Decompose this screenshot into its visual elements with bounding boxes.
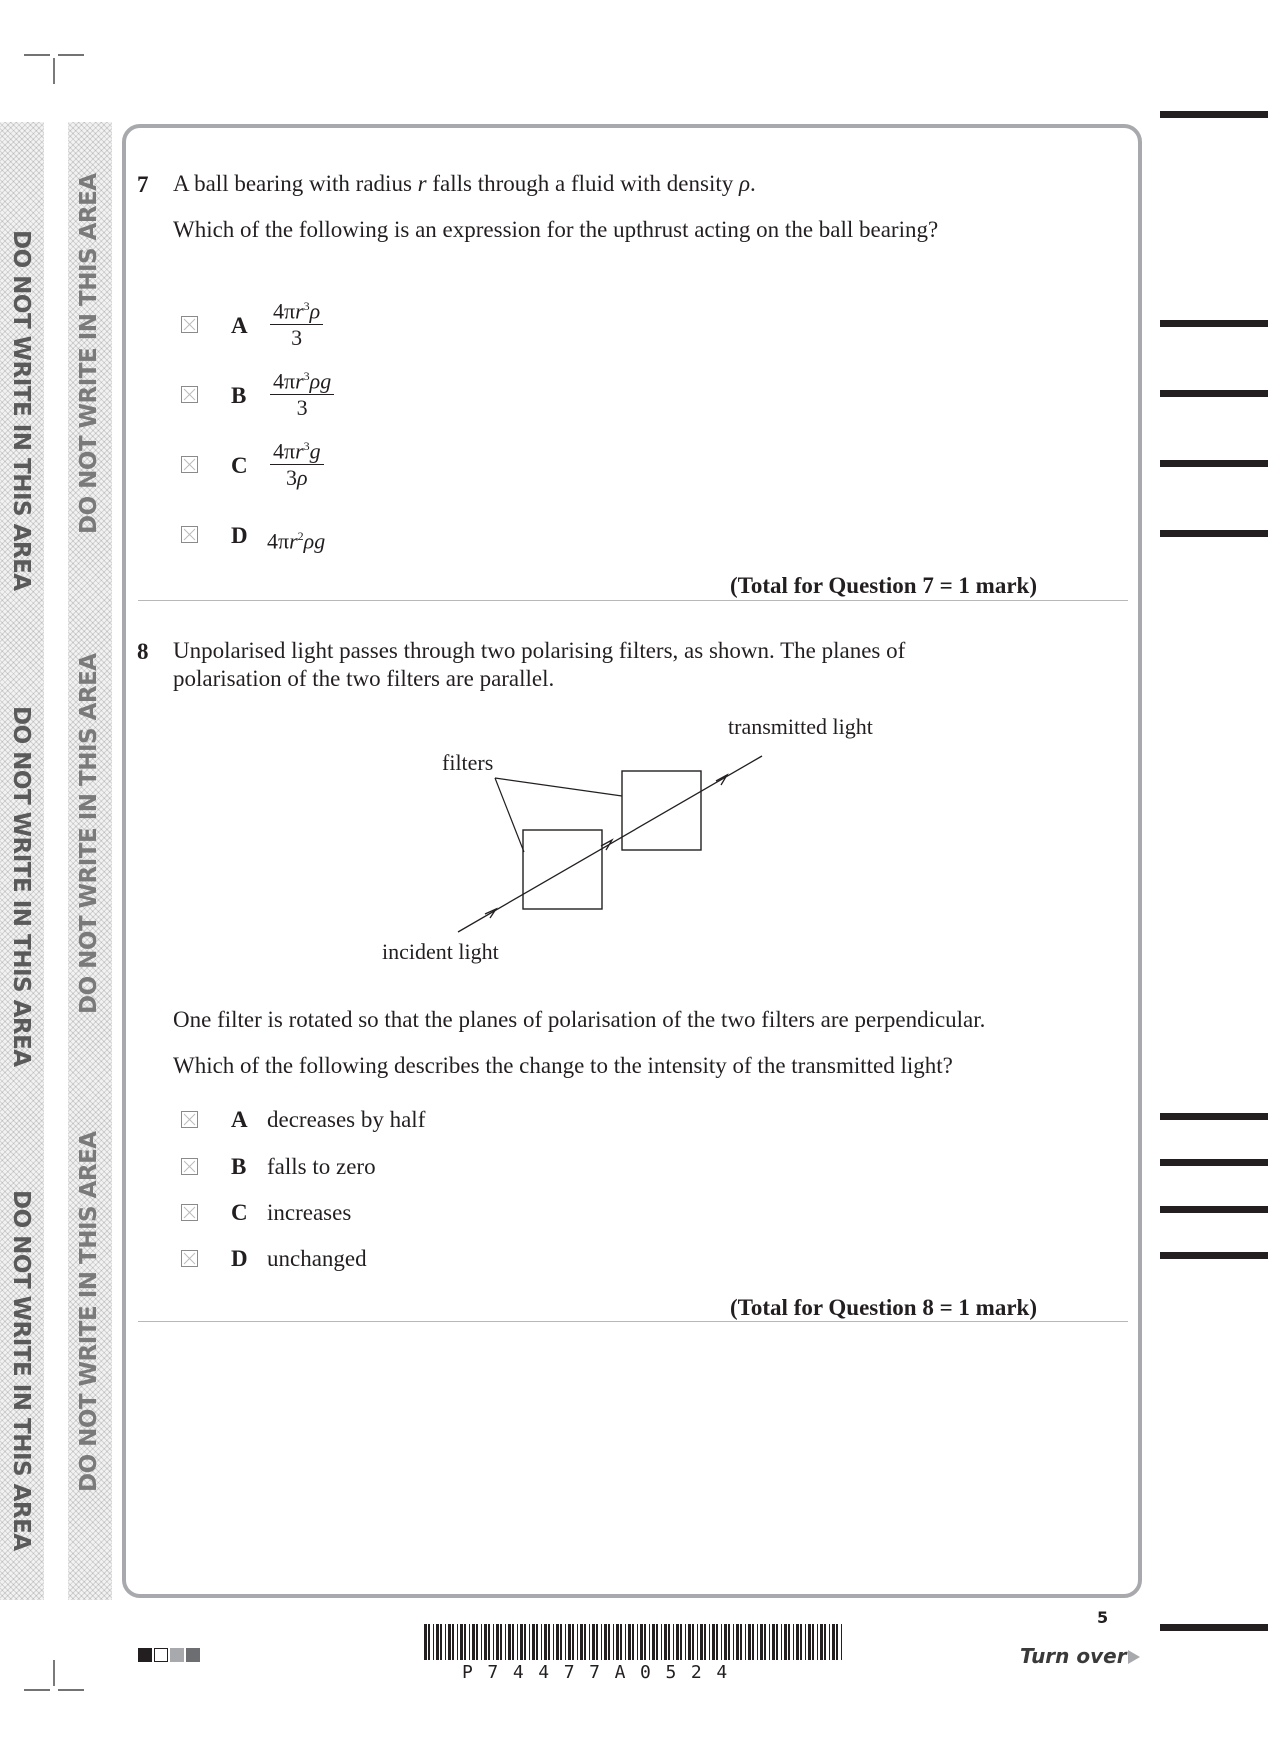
barcode-bar (704, 1624, 706, 1660)
play-arrow-icon (1126, 1648, 1142, 1666)
question-stem: polarisation of the two filters are parallel. (173, 666, 555, 691)
filter-square (622, 771, 701, 850)
barcode-bar (836, 1624, 838, 1660)
answer-checkbox[interactable] (181, 316, 198, 333)
question-total: (Total for Question 8 = 1 mark) (730, 1295, 1037, 1320)
barcode-bar (601, 1624, 602, 1660)
option-letter: D (231, 1246, 248, 1271)
answer-checkbox[interactable] (181, 526, 198, 543)
option-letter: C (231, 1200, 248, 1225)
barcode-bar (596, 1624, 598, 1660)
barcode-bar (716, 1624, 718, 1660)
margin-mark (1160, 1206, 1268, 1213)
question-text: Which of the following describes the change to the intensity of the transmitted light? (173, 1053, 953, 1078)
barcode-bar (548, 1624, 550, 1660)
barcode-bar (445, 1624, 446, 1660)
barcode-bar (817, 1624, 818, 1660)
barcode-bar (724, 1624, 727, 1660)
barcode-bar (616, 1624, 619, 1660)
barcode-bar (553, 1624, 554, 1660)
barcode-bar (812, 1624, 814, 1660)
question-statement: One filter is rotated so that the planes of polarisation of the two filters are perpendicular. (173, 1007, 986, 1032)
barcode-bar (676, 1624, 679, 1660)
barcode-bar (721, 1624, 722, 1660)
barcode-bar (481, 1624, 482, 1660)
barcode-bar (632, 1624, 634, 1660)
question-stem: A ball bearing with radius r falls through a fluid with density ρ. (173, 171, 756, 196)
barcode-bar (572, 1624, 574, 1660)
barcode-bar (457, 1624, 458, 1660)
margin-mark (1160, 530, 1268, 537)
option-text: decreases by half (267, 1107, 426, 1132)
answer-checkbox[interactable] (181, 456, 198, 473)
barcode-bar (709, 1624, 710, 1660)
colour-swatch (154, 1648, 168, 1662)
margin-mark (1160, 460, 1268, 467)
barcode-bar (472, 1624, 475, 1660)
barcode-bar (565, 1624, 566, 1660)
leader-line (495, 778, 524, 852)
margin-warning-text: DO NOT WRITE IN THIS AREA (8, 230, 34, 591)
question-number: 8 (137, 639, 149, 664)
barcode-bar (692, 1624, 694, 1660)
barcode-bar (493, 1624, 494, 1660)
barcode-bar (793, 1624, 794, 1660)
barcode-bar (436, 1624, 439, 1660)
barcode-bar (832, 1624, 835, 1660)
barcode-bar (668, 1624, 670, 1660)
barcode-bar (673, 1624, 674, 1660)
barcode-bar (592, 1624, 595, 1660)
question-stem: Unpolarised light passes through two polarising filters, as shown. The planes of (173, 638, 906, 663)
option-text: unchanged (267, 1246, 367, 1271)
crop-mark-bottom (0, 1650, 100, 1748)
label-filters: filters (442, 750, 494, 775)
question-divider (138, 600, 1128, 601)
option-letter: A (231, 1107, 248, 1132)
filter-square (523, 830, 602, 909)
margin-mark (1160, 1159, 1268, 1166)
barcode-bar (745, 1624, 746, 1660)
barcode-bar (697, 1624, 698, 1660)
margin-mark (1160, 1252, 1268, 1259)
option-formula: $4\pi r^2\rho g$ (267, 528, 326, 554)
option-formula: $\frac{4\pi r^3g}{3\rho}$ (270, 433, 324, 491)
barcode-bar (620, 1624, 622, 1660)
barcode-text: P74477A0524 (462, 1662, 742, 1683)
barcode-bar (760, 1624, 763, 1660)
answer-checkbox[interactable] (181, 1204, 198, 1221)
option-text: increases (267, 1200, 352, 1225)
barcode-bar (628, 1624, 631, 1660)
question-divider (138, 1321, 1128, 1322)
margin-strip-inner (68, 122, 112, 1600)
barcode-bar (433, 1624, 434, 1660)
barcode-bar (824, 1624, 826, 1660)
margin-mark (1160, 390, 1268, 397)
margin-warning-text: DO NOT WRITE IN THIS AREA (8, 1190, 34, 1551)
barcode-bar (529, 1624, 530, 1660)
barcode-bar (644, 1624, 646, 1660)
barcode-bar (625, 1624, 626, 1660)
crop-mark-top (0, 0, 100, 100)
barcode-bar (829, 1624, 830, 1660)
barcode-bar (688, 1624, 691, 1660)
barcode-bar (733, 1624, 734, 1660)
barcode-bar (784, 1624, 787, 1660)
barcode-bar (484, 1624, 487, 1660)
option-text: falls to zero (267, 1154, 376, 1179)
barcode-bar (637, 1624, 638, 1660)
barcode-bar (640, 1624, 643, 1660)
barcode-bar (740, 1624, 742, 1660)
barcode-bar (505, 1624, 506, 1660)
barcode-bar (476, 1624, 478, 1660)
option-letter: C (231, 453, 248, 478)
barcode-bar (685, 1624, 686, 1660)
colour-swatch (186, 1648, 200, 1662)
barcode-bar (440, 1624, 442, 1660)
margin-mark (1160, 1113, 1268, 1120)
barcode-bar (496, 1624, 499, 1660)
barcode-bar (788, 1624, 790, 1660)
barcode-bar (424, 1624, 427, 1660)
answer-checkbox[interactable] (181, 1111, 198, 1128)
barcode-bar (661, 1624, 662, 1660)
margin-mark (1160, 1624, 1268, 1631)
barcode-bar (464, 1624, 466, 1660)
barcode-bar (712, 1624, 715, 1660)
barcode-bar (517, 1624, 518, 1660)
label-transmitted-light: transmitted light (728, 714, 873, 739)
barcode-bar (512, 1624, 514, 1660)
barcode-bar (608, 1624, 610, 1660)
barcode-bar (772, 1624, 775, 1660)
margin-mark (1160, 320, 1268, 327)
barcode-bar (604, 1624, 607, 1660)
margin-strip-outer (0, 122, 44, 1600)
barcode-bar (508, 1624, 511, 1660)
barcode-bar (764, 1624, 766, 1660)
barcode-bar (656, 1624, 658, 1660)
barcode-bar (544, 1624, 547, 1660)
barcode-bar (805, 1624, 806, 1660)
barcode-bar (568, 1624, 571, 1660)
barcode-bar (536, 1624, 538, 1660)
barcode-bar (589, 1624, 590, 1660)
barcode-bar (560, 1624, 562, 1660)
margin-mark (1160, 111, 1268, 118)
barcode-bar (841, 1624, 842, 1660)
turn-over-label: Turn over (1020, 1644, 1127, 1668)
barcode-bar (469, 1624, 470, 1660)
barcode-bar (781, 1624, 782, 1660)
barcode-bar (500, 1624, 502, 1660)
option-formula: $\frac{4\pi r^3\rho}{3}$ (270, 293, 323, 351)
barcode-bar (652, 1624, 655, 1660)
answer-checkbox[interactable] (181, 1158, 198, 1175)
label-incident-light: incident light (382, 939, 499, 964)
question-text: Which of the following is an expression for the upthrust acting on the ball bearing? (173, 217, 939, 242)
barcode-bar (757, 1624, 758, 1660)
barcode-bar (800, 1624, 802, 1660)
colour-swatch (138, 1648, 152, 1662)
margin-warning-text: DO NOT WRITE IN THIS AREA (76, 653, 102, 1014)
barcode-bar (580, 1624, 583, 1660)
leader-line (495, 778, 622, 796)
question-number: 7 (137, 172, 149, 197)
barcode-bar (556, 1624, 559, 1660)
barcode-bar (428, 1624, 430, 1660)
answer-checkbox[interactable] (181, 386, 198, 403)
barcode-bar (736, 1624, 739, 1660)
barcode-bar (448, 1624, 451, 1660)
barcode-bar (520, 1624, 523, 1660)
barcode-bar (664, 1624, 667, 1660)
barcode-bar (728, 1624, 730, 1660)
barcode-bar (488, 1624, 490, 1660)
barcode-bar (680, 1624, 682, 1660)
margin-warning-text: DO NOT WRITE IN THIS AREA (8, 706, 34, 1067)
option-letter: A (231, 313, 248, 338)
barcode-bar (820, 1624, 823, 1660)
barcode-bar (776, 1624, 778, 1660)
option-letter: B (231, 1154, 247, 1179)
barcode-bar (796, 1624, 799, 1660)
barcode-bar (613, 1624, 614, 1660)
barcode-bar (584, 1624, 586, 1660)
barcode-bar (649, 1624, 650, 1660)
barcode-bar (577, 1624, 578, 1660)
barcode (424, 1624, 844, 1662)
answer-checkbox[interactable] (181, 1250, 198, 1267)
option-letter: D (231, 523, 248, 548)
barcode-bar (752, 1624, 754, 1660)
barcode-bar (769, 1624, 770, 1660)
option-letter: B (231, 383, 247, 408)
barcode-bar (700, 1624, 703, 1660)
barcode-bar (460, 1624, 463, 1660)
barcode-bar (748, 1624, 751, 1660)
colour-swatch (170, 1648, 184, 1662)
page-number: 5 (1097, 1608, 1109, 1627)
barcode-bar (452, 1624, 454, 1660)
barcode-bar (541, 1624, 542, 1660)
margin-warning-text: DO NOT WRITE IN THIS AREA (76, 173, 102, 534)
question-total: (Total for Question 7 = 1 mark) (730, 573, 1037, 598)
barcode-bar (524, 1624, 526, 1660)
option-formula: $\frac{4\pi r^3\rho g}{3}$ (270, 363, 334, 421)
barcode-bar (808, 1624, 811, 1660)
margin-warning-text: DO NOT WRITE IN THIS AREA (76, 1131, 102, 1492)
barcode-bar (532, 1624, 535, 1660)
